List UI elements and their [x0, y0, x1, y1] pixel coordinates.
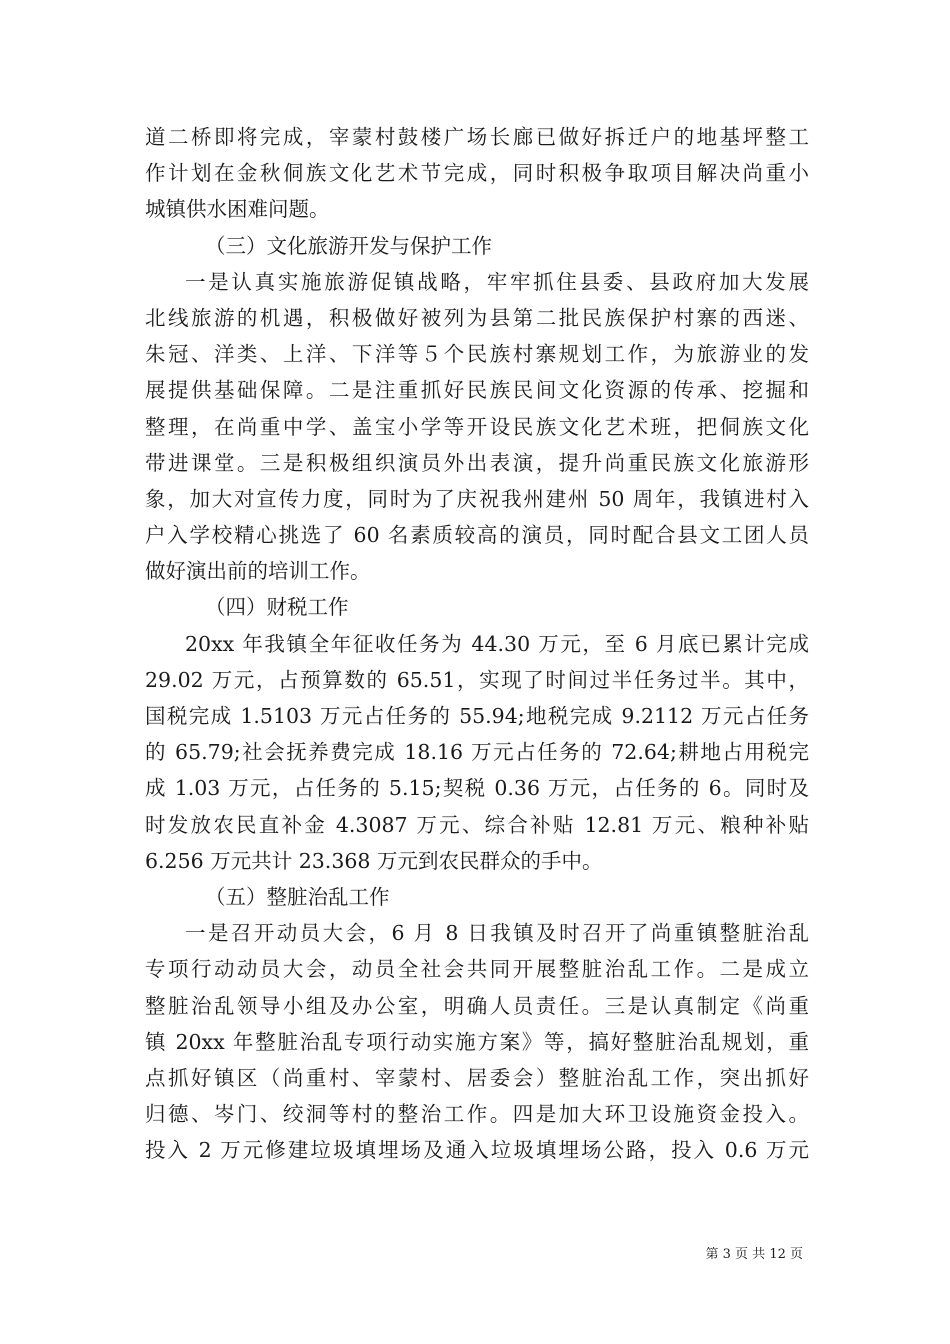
page-number-footer: 第 3 页 共 12 页 [705, 1247, 803, 1262]
document-body [145, 119, 809, 1168]
text-line: 专项行动动员大会，动员全社会共同开展整脏治乱工作。二是成立 [145, 957, 809, 982]
text-line: 整脏治乱领导小组及办公室，明确人员责任。三是认真制定《尚重 [145, 993, 809, 1018]
text-line: 镇 20xx 年整脏治乱专项行动实施方案》等，搞好整脏治乱规划，重 [145, 1029, 809, 1054]
text-line: 作计划在金秋侗族文化艺术节完成，同时积极争取项目解决尚重小 [145, 161, 809, 186]
section-heading-culture-tourism: （三）文化旅游开发与保护工作 [205, 233, 492, 258]
section-heading-finance-tax: （四）财税工作 [205, 595, 349, 620]
text-line: 展提供基础保障。二是注重抓好民族民间文化资源的传承、挖掘和 [145, 378, 809, 403]
text-line: 做好演出前的培训工作。 [145, 559, 371, 584]
text-line: 6.256 万元共计 23.368 万元到农民群众的手中。 [145, 848, 603, 873]
text-line: 投入 2 万元修建垃圾填埋场及通入垃圾填埋场公路，投入 0.6 万元 [145, 1138, 809, 1163]
text-line: 象，加大对宣传力度，同时为了庆祝我州建州 50 周年，我镇进村入 [145, 486, 809, 511]
text-line: 国税完成 1.5103 万元占任务的 55.94;地税完成 9.2112 万元占任务 [145, 704, 809, 728]
paragraph-start-line: 一是认真实施旅游促镇战略，牢牢抓住县委、县政府加大发展 [185, 269, 809, 294]
text-line: 成 1.03 万元，占任务的 5.15;契税 0.36 万元，占任务的 6。同时及 [145, 776, 809, 801]
text-line: 整理，在尚重中学、盖宝小学等开设民族文化艺术班，把侗族文化 [145, 414, 809, 439]
text-line: 城镇供水困难问题。 [145, 197, 330, 222]
text-line: 点抓好镇区（尚重村、宰蒙村、居委会）整脏治乱工作，突出抓好 [145, 1065, 809, 1090]
section-heading-sanitation: （五）整脏治乱工作 [205, 884, 390, 909]
text-line: 朱冠、洋类、上洋、下洋等５个民族村寨规划工作，为旅游业的发 [145, 342, 809, 367]
text-line: 时发放农民直补金 4.3087 万元、综合补贴 12.81 万元、粮种补贴 [145, 812, 809, 837]
text-line: 的 65.79;社会抚养费完成 18.16 万元占任务的 72.64;耕地占用税完 [145, 740, 809, 765]
paragraph-start-line: 一是召开动员大会，6 月 8 日我镇及时召开了尚重镇整脏治乱 [185, 921, 809, 946]
text-line: 道二桥即将完成，宰蒙村鼓楼广场长廊已做好拆迁户的地基坪整工 [145, 125, 809, 149]
paragraph-start-line: 20xx 年我镇全年征收任务为 44.30 万元，至 6 月底已累计完成 [185, 631, 809, 656]
text-line: 带进课堂。三是积极组织演员外出表演，提升尚重民族文化旅游形 [145, 450, 809, 475]
text-line: 归德、岑门、绞洞等村的整治工作。四是加大环卫设施资金投入。 [145, 1102, 809, 1127]
text-line: 29.02 万元，占预算数的 65.51，实现了时间过半任务过半。其中， [145, 667, 809, 692]
text-line: 北线旅游的机遇，积极做好被列为县第二批民族保护村寨的西迷、 [145, 305, 809, 330]
text-line: 户入学校精心挑选了 60 名素质较高的演员，同时配合县文工团人员 [145, 523, 809, 548]
